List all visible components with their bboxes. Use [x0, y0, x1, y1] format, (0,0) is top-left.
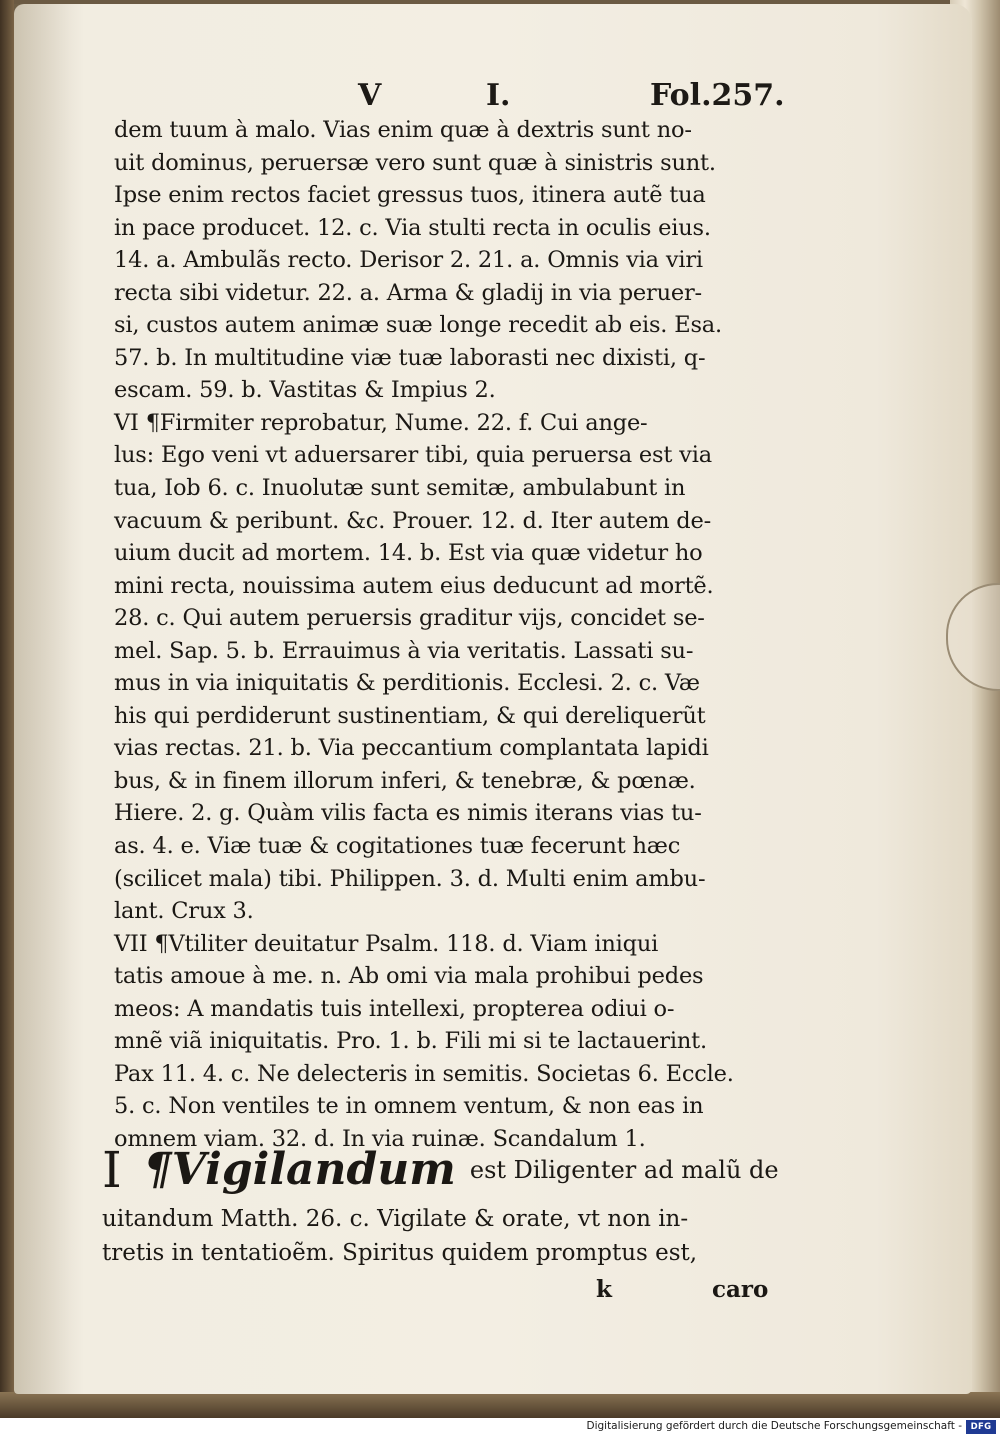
text-line: bus, & in finem illorum inferi, & tenebræ, & pœnæ. — [114, 767, 696, 794]
text-line: uitandum Matth. 26. c. Vigilate & orate, vt non in- — [102, 1206, 689, 1232]
text-line: omnem viam. 32. d. In via ruinæ. Scandalum 1. — [114, 1125, 646, 1152]
text-line: 14. a. Ambulãs recto. Derisor 2. 21. a. Omnis via viri — [114, 247, 703, 274]
text-line: lus: Ego veni vt aduersarer tibi, quia peruersa est via — [114, 442, 712, 469]
signature-mark: k — [596, 1276, 612, 1303]
heading-keyword: ¶Vigilandum — [143, 1144, 456, 1195]
text-line: tatis amoue à me. n. Ab omi via mala prohibui pedes — [114, 963, 704, 990]
text-line: dem tuum à malo. Vias enim quæ à dextris sunt no- — [114, 117, 692, 143]
heading-numeral: I — [102, 1141, 122, 1199]
text-line: 5. c. Non ventiles te in omnem ventum, & non eas in — [114, 1093, 704, 1120]
text-line: his qui perdiderunt sustinentiam, & qui dereliquerũt — [114, 702, 706, 729]
footer-bar — [0, 1418, 1000, 1437]
catchword-line — [14, 1276, 972, 1310]
running-head-signature: V — [358, 78, 382, 113]
text-line: (scilicet mala) tibi. Philippen. 3. d. Multi enim ambu- — [114, 865, 706, 892]
heading-continuation: est Diligenter ad malũ de — [469, 1156, 779, 1184]
catchword: caro — [712, 1276, 769, 1303]
footer-credit: Digitalisierung gefördert durch die Deutsche Forschungsgemeinschaft - — [586, 1420, 962, 1432]
body-text — [114, 114, 814, 1156]
folio-number: Fol.257. — [650, 78, 785, 113]
text-line: tretis in tentatioẽm. Spiritus quidem promptus est, — [102, 1240, 698, 1266]
text-line: vacuum & peribunt. &c. Prouer. 12. d. Iter autem de- — [114, 507, 712, 534]
text-line: as. 4. e. Viæ tuæ & cogitationes tuæ fecerunt hæc — [114, 833, 681, 860]
text-line: in pace producet. 12. c. Via stulti recta in oculis eius. — [114, 214, 711, 241]
text-line: mnẽ viã iniquitatis. Pro. 1. b. Fili mi si te lactauerint. — [114, 1028, 707, 1055]
dfg-logo: DFG — [966, 1420, 996, 1434]
text-line: mus in via iniquitatis & perditionis. Ecclesi. 2. c. Væ — [114, 670, 700, 697]
text-line: meos: A mandatis tuis intellexi, propterea odiui o- — [114, 995, 675, 1022]
text-line: si, custos autem animæ suæ longe recedit ab eis. Esa. — [114, 312, 722, 339]
text-line: vias rectas. 21. b. Via peccantium complantata lapidi — [114, 735, 709, 762]
text-line: recta sibi videtur. 22. a. Arma & gladij in via peruer- — [114, 279, 702, 306]
text-line: 28. c. Qui autem peruersis graditur vijs, concidet se- — [114, 605, 705, 632]
text-line: uium ducit ad mortem. 14. b. Est via quæ videtur ho — [114, 540, 703, 567]
text-line: Ipse enim rectos faciet gressus tuos, itinera autẽ tua — [114, 182, 706, 209]
text-line: VI ¶Firmiter reprobatur, Nume. 22. f. Cui ange- — [114, 409, 648, 436]
text-line: VII ¶Vtiliter deuitatur Psalm. 118. d. Viam iniqui — [114, 930, 659, 957]
text-line: tua, Iob 6. c. Inuolutæ sunt semitæ, ambulabunt in — [114, 475, 686, 502]
text-line: 57. b. In multitudine viæ tuæ laborasti nec dixisti, q- — [114, 344, 706, 371]
text-line: uit dominus, peruersæ vero sunt quæ à sinistris sunt. — [114, 149, 716, 176]
text-line: escam. 59. b. Vastitas & Impius 2. — [114, 377, 496, 404]
text-line: mini recta, nouissima autem eius deducunt ad mortẽ. — [114, 572, 714, 599]
text-line: lant. Crux 3. — [114, 898, 254, 925]
book-page — [14, 4, 972, 1394]
text-line: Pax 11. 4. c. Ne delecteris in semitis. Societas 6. Eccle. — [114, 1060, 734, 1087]
gutter-shadow — [14, 4, 84, 1394]
section-heading — [102, 1142, 822, 1198]
text-line: Hiere. 2. g. Quàm vilis facta es nimis iterans vias tu- — [114, 800, 702, 827]
text-line: mel. Sap. 5. b. Errauimus à via veritatis. Lassati su- — [114, 637, 694, 664]
book-cover-bottom-edge — [0, 1392, 1000, 1418]
tail-text — [102, 1202, 822, 1270]
running-head-number: I. — [486, 78, 511, 113]
book-cover-left-edge — [0, 0, 14, 1418]
